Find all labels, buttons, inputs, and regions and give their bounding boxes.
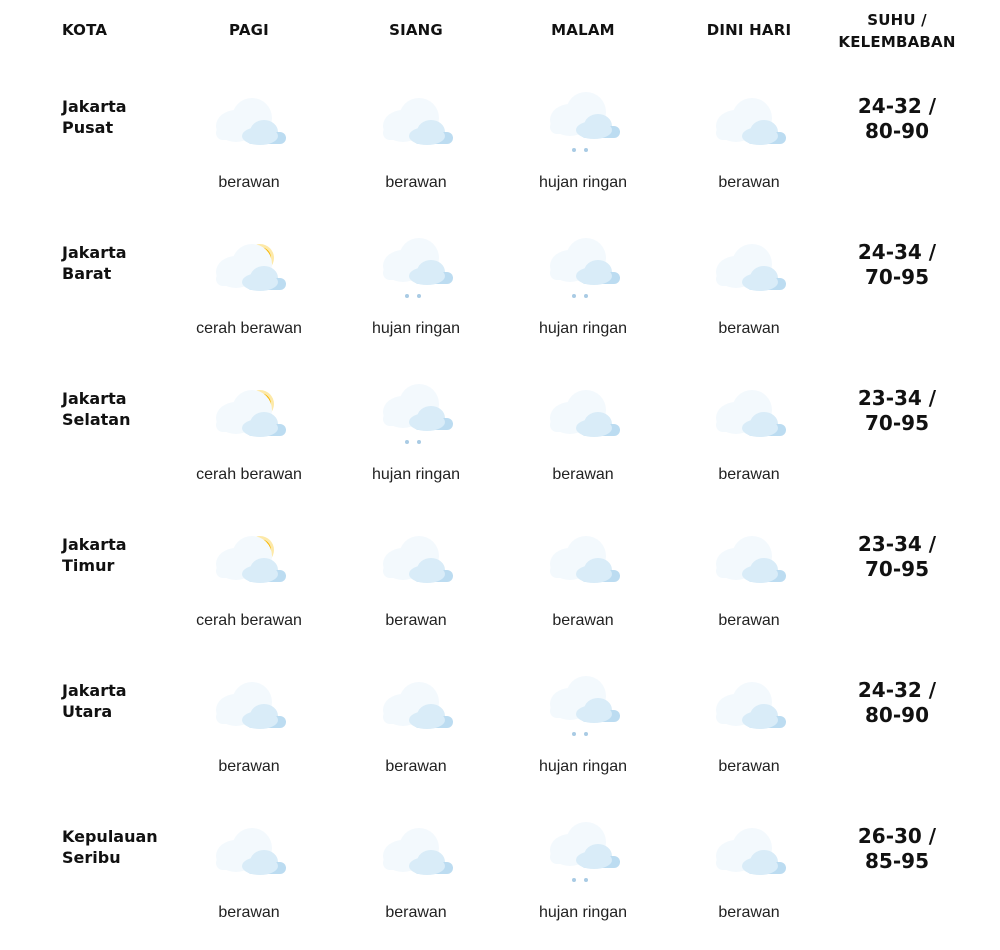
forecast-cell-siang (333, 366, 499, 512)
temperature-humidity (832, 240, 962, 290)
cloud-icon (706, 526, 792, 592)
condition-label: berawan (385, 612, 447, 629)
condition-label: berawan (718, 174, 780, 191)
header-suhu-kelembaban (832, 9, 962, 53)
cloud-icon (540, 380, 626, 446)
humidity-range: 80-90 (865, 119, 929, 143)
sun-cloud-icon (206, 380, 292, 446)
temperature-range: 23-34 / (857, 532, 937, 556)
cloud-rain-icon (540, 234, 626, 300)
city-name (62, 96, 182, 138)
table-row (0, 658, 1000, 804)
condition-label: berawan (385, 174, 447, 191)
condition-label: hujan ringan (538, 174, 628, 191)
condition-label: hujan ringan (538, 320, 628, 337)
condition-label: berawan (218, 174, 280, 191)
cloud-icon (206, 88, 292, 154)
cloud-icon (706, 818, 792, 884)
cloud-rain-icon (540, 818, 626, 884)
header-siang: SIANG (389, 21, 443, 39)
condition-label: cerah berawan (196, 466, 302, 483)
table-header (0, 0, 1000, 70)
table-row (0, 74, 1000, 220)
table-row (0, 512, 1000, 658)
condition-label: berawan (385, 758, 447, 775)
cloud-icon (706, 88, 792, 154)
forecast-cell-malam (500, 512, 666, 658)
condition-label: berawan (385, 904, 447, 921)
header-kota: KOTA (62, 21, 108, 39)
city-name (62, 388, 182, 430)
forecast-cell-pagi (166, 804, 332, 950)
condition-label: berawan (218, 758, 280, 775)
city-name-line2: Seribu (62, 848, 121, 867)
city-name-line2: Timur (62, 556, 115, 575)
temperature-range: 24-34 / (857, 240, 937, 264)
forecast-cell-malam (500, 220, 666, 366)
temperature-range: 24-32 / (857, 94, 937, 118)
city-name-line1: Kepulauan (62, 827, 158, 846)
city-name-line1: Jakarta (62, 681, 127, 700)
cloud-rain-icon (540, 88, 626, 154)
cloud-icon (373, 88, 459, 154)
header-kelembaban: KELEMBABAN (838, 33, 956, 51)
forecast-cell-dini-hari (666, 74, 832, 220)
condition-label: hujan ringan (371, 466, 461, 483)
sun-cloud-icon (206, 234, 292, 300)
city-name (62, 826, 182, 868)
humidity-range: 80-90 (865, 703, 929, 727)
forecast-cell-pagi (166, 366, 332, 512)
humidity-range: 70-95 (865, 557, 929, 581)
condition-label: cerah berawan (196, 320, 302, 337)
temperature-range: 24-32 / (857, 678, 937, 702)
condition-label: hujan ringan (371, 320, 461, 337)
city-name-line1: Jakarta (62, 389, 127, 408)
city-name-line1: Jakarta (62, 97, 127, 116)
temperature-range: 23-34 / (857, 386, 937, 410)
forecast-cell-siang (333, 658, 499, 804)
city-name-line2: Barat (62, 264, 112, 283)
city-name-line2: Selatan (62, 410, 131, 429)
condition-label: berawan (718, 758, 780, 775)
condition-label: berawan (552, 466, 614, 483)
city-name (62, 680, 182, 722)
table-row (0, 220, 1000, 366)
condition-label: berawan (552, 612, 614, 629)
cloud-icon (373, 672, 459, 738)
cloud-icon (706, 234, 792, 300)
humidity-range: 85-95 (865, 849, 929, 873)
humidity-range: 70-95 (865, 411, 929, 435)
table-row (0, 366, 1000, 512)
cloud-icon (373, 526, 459, 592)
header-suhu: SUHU / (867, 11, 927, 29)
forecast-cell-dini-hari (666, 220, 832, 366)
city-name-line2: Utara (62, 702, 113, 721)
condition-label: hujan ringan (538, 904, 628, 921)
cloud-rain-icon (373, 380, 459, 446)
city-name-line2: Pusat (62, 118, 114, 137)
city-name-line1: Jakarta (62, 535, 127, 554)
condition-label: hujan ringan (538, 758, 628, 775)
temperature-range: 26-30 / (857, 824, 937, 848)
temperature-humidity (832, 532, 962, 582)
city-name-line1: Jakarta (62, 243, 127, 262)
header-malam: MALAM (551, 21, 615, 39)
condition-label: berawan (218, 904, 280, 921)
cloud-rain-icon (540, 672, 626, 738)
cloud-icon (706, 672, 792, 738)
forecast-cell-siang (333, 220, 499, 366)
header-dini-hari: DINI HARI (706, 21, 792, 39)
condition-label: berawan (718, 466, 780, 483)
forecast-cell-malam (500, 658, 666, 804)
city-name (62, 242, 182, 284)
header-pagi: PAGI (229, 21, 269, 39)
forecast-cell-siang (333, 804, 499, 950)
forecast-cell-siang (333, 74, 499, 220)
temperature-humidity (832, 94, 962, 144)
city-name (62, 534, 182, 576)
temperature-humidity (832, 678, 962, 728)
forecast-cell-dini-hari (666, 512, 832, 658)
condition-label: berawan (718, 612, 780, 629)
forecast-cell-dini-hari (666, 366, 832, 512)
humidity-range: 70-95 (865, 265, 929, 289)
temperature-humidity (832, 386, 962, 436)
forecast-cell-dini-hari (666, 658, 832, 804)
condition-label: berawan (718, 904, 780, 921)
forecast-cell-malam (500, 74, 666, 220)
forecast-cell-malam (500, 804, 666, 950)
forecast-cell-malam (500, 366, 666, 512)
condition-label: berawan (718, 320, 780, 337)
cloud-rain-icon (373, 234, 459, 300)
table-row (0, 804, 1000, 950)
forecast-cell-pagi (166, 74, 332, 220)
forecast-cell-pagi (166, 220, 332, 366)
cloud-icon (206, 672, 292, 738)
forecast-cell-siang (333, 512, 499, 658)
forecast-cell-pagi (166, 512, 332, 658)
condition-label: cerah berawan (196, 612, 302, 629)
cloud-icon (540, 526, 626, 592)
forecast-cell-pagi (166, 658, 332, 804)
temperature-humidity (832, 824, 962, 874)
forecast-cell-dini-hari (666, 804, 832, 950)
sun-cloud-icon (206, 526, 292, 592)
cloud-icon (373, 818, 459, 884)
cloud-icon (206, 818, 292, 884)
cloud-icon (706, 380, 792, 446)
